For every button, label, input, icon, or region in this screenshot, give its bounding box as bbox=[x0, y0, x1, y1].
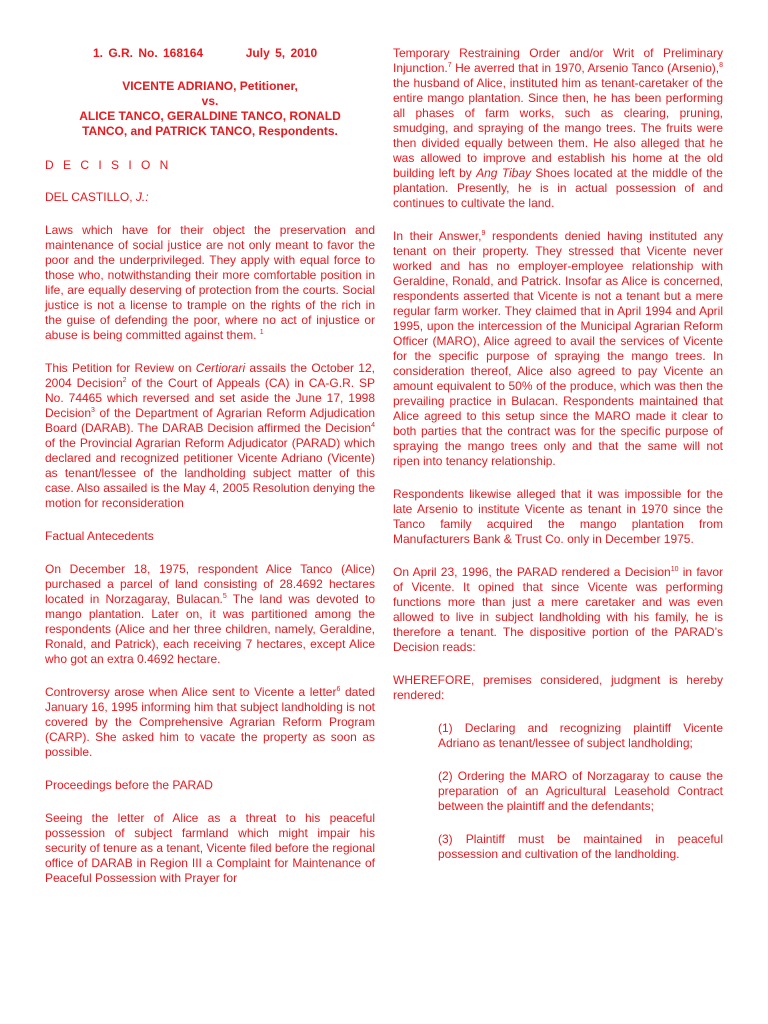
petitioner-name: VICENTE ADRIANO, Petitioner, bbox=[122, 79, 298, 93]
left-column bbox=[45, 46, 375, 904]
paragraph-likewise: Respondents likewise alleged that it was impossible for the late Arsenio to institute Vicente as tenant in 1970 since the Tanco family acquired the mango plantation from Manufacturers Bank & Trust Co. only in December 1975. bbox=[393, 487, 723, 546]
paragraph-answer-text-b: respondents denied having instituted any tenant on their property. They stressed that Vicente never worked and has no employer-employee relationship with Geraldine, Ronald, and Patrick. Insofar as Alice is concerned, respondents asserted that Vicente is not a tenant but a mere regular farm worker. They claimed that in April 1994 and April 1995, upon the intercession of the Municipal Agrarian Reform Officer (MARO), Alice agreed to avail the services of Vicente for the specific purpose of spraying the mango trees. In consideration thereof, Alice also agreed to pay Vicente an amount equivalent to 50% of the produce, which was then the prevailing practice in Bulacan. Respondents maintained that Alice agreed to this setup since the MARO made it clear to both parties that the contract was for the specific purpose of spraying the mango trees only and that the same will not ripen into tenancy relationship. bbox=[393, 229, 724, 468]
footnote-ref-10[interactable]: 10 bbox=[670, 566, 679, 573]
paragraph-controversy bbox=[45, 685, 375, 760]
paragraph-tro bbox=[393, 46, 723, 211]
author-suffix: J.: bbox=[135, 190, 149, 204]
case-number: 1. G.R. No. 168164 bbox=[93, 46, 204, 60]
decision-title: D E C I S I O N bbox=[45, 158, 172, 172]
paragraph-facts-text-a: On December 18, 1975, respondent Alice Tanco (Alice) purchased a parcel of land consisting of 28.4692 hectares located in Norzagaray, Bulacan. bbox=[45, 562, 375, 606]
paragraph-parad-text-a: On April 23, 1996, the PARAD rendered a Decision bbox=[393, 565, 671, 579]
paragraph-tro-text-a: Temporary Restraining Order and/or Writ of Preliminary Injunction. bbox=[393, 46, 723, 75]
footnote-ref-8[interactable]: 8 bbox=[719, 62, 723, 69]
respondents-line-2: TANCO, and PATRICK TANCO, Respondents. bbox=[82, 124, 338, 138]
paragraph-intro-text: Laws which have for their object the preservation and maintenance of social justice are not only meant to favor the poor and the underprivileged. They apply with equal force to those who, notwithstanding their more comfortable position in life, are equally deserving of protection from the courts. Social justice is not a license to trample on the rights of the rich in the guise of defending the poor, where no act of injustice or abuse is being committed against them. bbox=[45, 223, 375, 342]
footnote-ref-6[interactable]: 6 bbox=[336, 686, 341, 693]
paragraph-answer bbox=[393, 229, 723, 469]
paragraph-tro-text-c: the husband of Alice, instituted him as tenant-caretaker of the entire mango plantation. Since then, he has been performing all phases of farm works, such as clearing, pruning, smudging, and spraying of the mango trees. The fruits were then divided equally between them. He also alleged that he was allowed to improve and establish his home at the old building left by bbox=[393, 76, 723, 180]
case-parties bbox=[45, 79, 375, 139]
footnote-ref-5[interactable]: 5 bbox=[222, 593, 227, 600]
paragraph-petition bbox=[45, 361, 375, 511]
section-proceedings-parad: Proceedings before the PARAD bbox=[45, 778, 213, 792]
ang-tibay-term: Ang Tibay bbox=[476, 166, 532, 180]
paragraph-intro bbox=[45, 223, 375, 343]
footnote-ref-3[interactable]: 3 bbox=[91, 407, 95, 414]
ponente bbox=[45, 190, 375, 205]
author-name: DEL CASTILLO, bbox=[45, 190, 136, 204]
case-number-line bbox=[45, 46, 375, 61]
case-date: July 5, 2010 bbox=[245, 46, 318, 60]
paragraph-parad-text-b: in favor of Vicente. It opined that since Vicente was performing functions more than just a mere caretaker and was even allowed to live in subject landholding with his family, he is therefore a tenant. The dispositive portion of the PARAD’s Decision reads: bbox=[393, 565, 723, 654]
versus-label: vs. bbox=[201, 94, 219, 108]
respondents-line-1: ALICE TANCO, GERALDINE TANCO, RONALD bbox=[79, 109, 341, 123]
paragraph-facts-text-b: The land was devoted to mango plantation. Later on, it was partitioned among the respondents (Alice and her three children, namely, Geraldine, Ronald, and Patrick), each receiving 7 hectares, except Alice who got an extra 0.4692 hectare. bbox=[45, 592, 375, 666]
dispositive-item-1: (1) Declaring and recognizing plaintiff Vicente Adriano as tenant/lessee of subject landholding; bbox=[438, 721, 723, 750]
paragraph-tro-text-d: Shoes located at the middle of the plantation. Presently, he is in actual possession of and continues to cultivate the land. bbox=[393, 166, 723, 210]
paragraph-petition-text-c: of the Court of Appeals (CA) in CA-G.R. SP No. 74465 which reversed and set aside the June 17, 1998 Decision bbox=[45, 376, 375, 420]
right-column bbox=[393, 46, 723, 880]
paragraph-seeing: Seeing the letter of Alice as a threat to his peaceful possession of subject farmland which might impair his security of tenure as a tenant, Vicente filed before the regional office of DARAB in Region III a Complaint for Maintenance of Peaceful Possession with Prayer for bbox=[45, 811, 375, 885]
paragraph-controversy-text-a: Controversy arose when Alice sent to Vicente a letter bbox=[45, 685, 337, 699]
paragraph-petition-text-b: assails the October 12, 2004 Decision bbox=[45, 361, 375, 390]
paragraph-controversy-text-b: dated January 16, 1995 informing him that subject landholding is not covered by the Comprehensive Agrarian Reform Program (CARP). She asked him to vacate the property as soon as possible. bbox=[45, 685, 375, 759]
footnote-ref-9[interactable]: 9 bbox=[481, 230, 486, 237]
paragraph-answer-text-a: In their Answer, bbox=[393, 229, 482, 243]
paragraph-petition-text-e: of the Provincial Agrarian Reform Adjudicator (PARAD) which declared and recognized petitioner Vicente Adriano (Vicente) as tenant/lessee of the landholding subject matter of this case. Also assailed is the May 4, 2005 Resolution denying the motion for reconsideration bbox=[45, 436, 375, 510]
paragraph-parad-decision bbox=[393, 565, 723, 655]
dispositive-item-2: (2) Ordering the MARO of Norzagaray to cause the preparation of an Agricultural Leasehold Contract between the plaintiff and the defendants; bbox=[438, 769, 723, 813]
section-factual-antecedents: Factual Antecedents bbox=[45, 529, 154, 543]
paragraph-facts bbox=[45, 562, 375, 667]
paragraph-tro-text-b: He averred that in 1970, Arsenio Tanco (Arsenio), bbox=[451, 61, 720, 75]
paragraph-petition-text-a: This Petition for Review on bbox=[45, 361, 196, 375]
paragraph-wherefore: WHEREFORE, premises considered, judgment is hereby rendered: bbox=[393, 673, 723, 702]
footnote-ref-7[interactable]: 7 bbox=[447, 62, 452, 69]
footnote-ref-1[interactable]: 1 bbox=[259, 329, 264, 336]
footnote-ref-4[interactable]: 4 bbox=[371, 422, 375, 429]
dispositive-item-3: (3) Plaintiff must be maintained in peaceful possession and cultivation of the landholding. bbox=[438, 832, 723, 861]
paragraph-petition-text-d: of the Department of Agrarian Reform Adjudication Board (DARAB). The DARAB Decision affirmed the Decision bbox=[45, 406, 375, 435]
certiorari-term: Certiorari bbox=[195, 361, 246, 375]
footnote-ref-2[interactable]: 2 bbox=[122, 377, 127, 384]
